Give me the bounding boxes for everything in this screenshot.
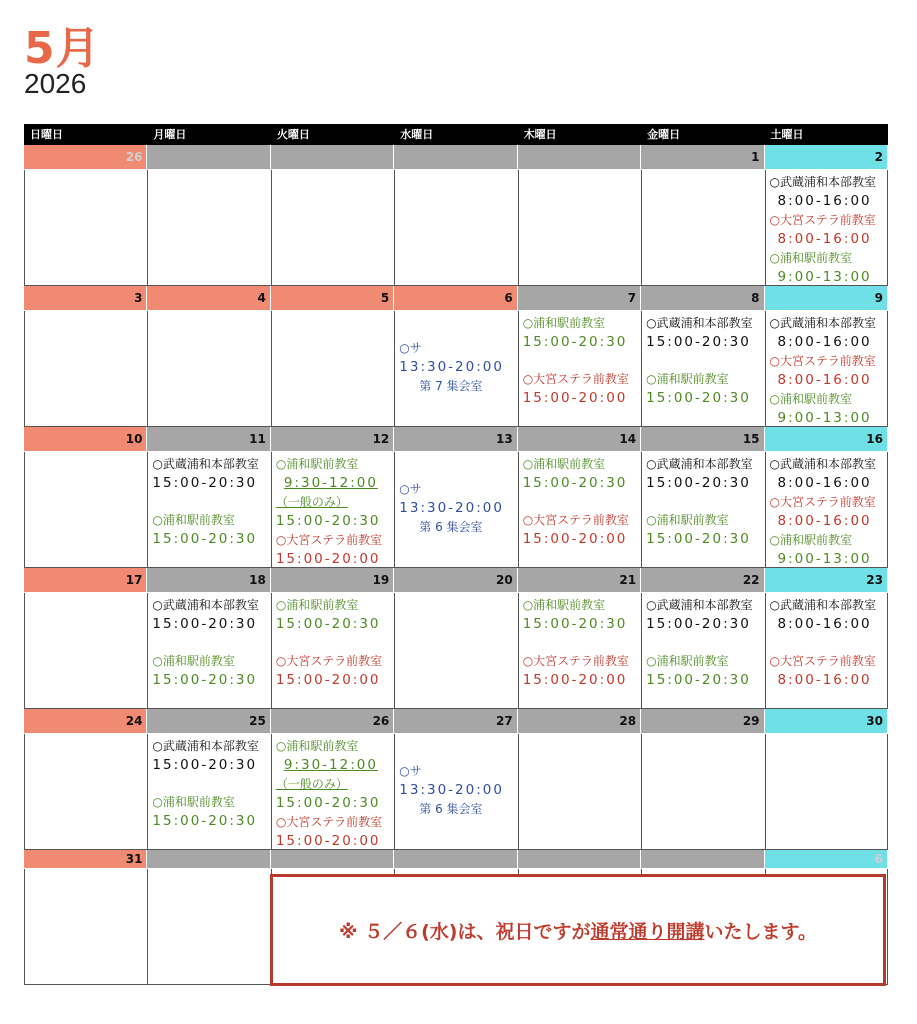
event-name: ○武蔵浦和本部教室: [769, 175, 877, 189]
day-number: 17: [24, 568, 147, 593]
year-label: 2026: [24, 68, 87, 99]
event-name: ○浦和駅前教室: [522, 316, 606, 330]
event-time: 15:00-20:00: [275, 551, 381, 567]
weekday-header: [24, 124, 888, 145]
event-time: 15:00-20:30: [152, 757, 258, 773]
day-cell[interactable]: [147, 311, 270, 427]
day-cell[interactable]: [147, 170, 270, 286]
day-number: 18: [147, 568, 270, 593]
event-time: 9:00-13:00: [777, 410, 872, 426]
day-number: 12: [271, 427, 394, 452]
event-time: 13:30-20:00: [399, 782, 504, 798]
event-time: 15:00-20:30: [152, 672, 258, 688]
event-time: 15:00-20:30: [522, 616, 628, 632]
day-cell[interactable]: [765, 170, 888, 286]
event-name: ○大宮ステラ前教室: [275, 654, 383, 668]
day-cell[interactable]: [24, 869, 147, 985]
event-time: 15:00-20:30: [275, 795, 381, 811]
day-number: 21: [518, 568, 641, 593]
event-room: 第 6 集会室: [419, 802, 483, 816]
event-name: ○浦和駅前教室: [646, 372, 729, 386]
event-time: 15:00-20:30: [646, 475, 751, 491]
weekday-wed: 水曜日: [400, 128, 434, 141]
day-number: [641, 850, 764, 869]
event-time: 15:00-20:30: [646, 390, 751, 406]
day-cell[interactable]: [147, 593, 270, 709]
day-number: 7: [518, 286, 641, 311]
day-cell[interactable]: [394, 734, 517, 850]
event-time: 8:00-16:00: [777, 193, 872, 209]
day-cell[interactable]: [641, 593, 764, 709]
day-cell[interactable]: [394, 311, 517, 427]
event-name: ○武蔵浦和本部教室: [152, 598, 259, 612]
event-note: （一般のみ）: [275, 495, 348, 509]
event-time: 15:00-20:30: [275, 513, 381, 529]
event-name: ○大宮ステラ前教室: [275, 533, 383, 547]
day-cell[interactable]: [641, 311, 764, 427]
day-cell[interactable]: [24, 170, 147, 286]
day-number: 1: [641, 145, 764, 170]
event-name: ○大宮ステラ前教室: [769, 213, 876, 227]
week-row: [24, 145, 888, 286]
event-time: 8:00-16:00: [777, 372, 872, 388]
event-name: ○武蔵浦和本部教室: [769, 316, 877, 330]
event-name: ○浦和駅前教室: [522, 457, 606, 471]
day-cell[interactable]: [394, 170, 517, 286]
weekday-sun: 日曜日: [30, 128, 63, 141]
day-number: 20: [394, 568, 517, 593]
event-name: ○浦和駅前教室: [769, 251, 853, 265]
event-name: ○大宮ステラ前教室: [769, 654, 876, 668]
day-cell[interactable]: [765, 734, 888, 850]
event-time: 9:00-13:00: [777, 551, 872, 567]
event-name: ○浦和駅前教室: [646, 654, 729, 668]
event-time: 9:00-13:00: [777, 269, 872, 285]
day-cell[interactable]: [765, 593, 888, 709]
event-name: ○サ: [399, 482, 422, 496]
event-name: ○浦和駅前教室: [522, 598, 606, 612]
day-number: 26: [271, 709, 394, 734]
event-room: 第 7 集会室: [419, 379, 483, 393]
event-time: 15:00-20:30: [646, 334, 751, 350]
weekday-tue: 火曜日: [276, 128, 310, 141]
day-number: 6: [394, 286, 517, 311]
day-number: 22: [641, 568, 764, 593]
week-row: [24, 427, 888, 568]
event-time: 15:00-20:30: [646, 672, 751, 688]
day-cell[interactable]: [641, 734, 764, 850]
day-number: [518, 850, 641, 869]
event-name: ○浦和駅前教室: [769, 392, 853, 406]
day-number: 19: [271, 568, 394, 593]
day-cell[interactable]: [641, 452, 764, 568]
day-number: 16: [765, 427, 888, 452]
event-time: 15:00-20:30: [152, 616, 258, 632]
event-name: ○武蔵浦和本部教室: [646, 598, 753, 612]
event-name: ○大宮ステラ前教室: [522, 372, 629, 386]
weekday-mon: 月曜日: [153, 128, 187, 141]
day-cell[interactable]: [271, 452, 394, 568]
day-cell[interactable]: [24, 452, 147, 568]
event-time: 13:30-20:00: [399, 359, 504, 375]
event-name: ○浦和駅前教室: [275, 457, 359, 471]
event-time: 15:00-20:00: [522, 672, 628, 688]
day-number: 13: [394, 427, 517, 452]
month-title: 5月: [24, 23, 101, 74]
event-time: 9:30-12:00: [283, 475, 378, 491]
day-number: 30: [765, 709, 888, 734]
day-cell[interactable]: [518, 170, 641, 286]
day-number: 5: [271, 286, 394, 311]
event-name: ○大宮ステラ前教室: [769, 495, 876, 509]
day-number: 23: [765, 568, 888, 593]
day-number: 28: [518, 709, 641, 734]
event-name: ○大宮ステラ前教室: [522, 654, 629, 668]
day-cell[interactable]: [147, 869, 270, 985]
notice-emphasis: 通常通り開講: [590, 920, 705, 943]
event-name: ○サ: [399, 764, 422, 778]
day-number: 3: [24, 286, 147, 311]
day-number: 29: [641, 709, 764, 734]
day-cell[interactable]: [518, 452, 641, 568]
calendar: [24, 124, 888, 985]
weekday-sat: 土曜日: [770, 128, 804, 141]
day-number: 24: [24, 709, 147, 734]
notice-prefix: ※ ５／６(水)は、祝日ですが: [339, 920, 591, 943]
day-cell[interactable]: [394, 593, 517, 709]
day-cell[interactable]: [24, 734, 147, 850]
day-number: 31: [24, 850, 147, 869]
day-cell[interactable]: [518, 734, 641, 850]
day-number: 6: [765, 850, 888, 869]
day-cell[interactable]: [394, 452, 517, 568]
event-time: 8:00-16:00: [777, 672, 872, 688]
day-number: 9: [765, 286, 888, 311]
week-row: [24, 709, 888, 850]
day-cell[interactable]: [518, 593, 641, 709]
event-time: 9:30-12:00: [283, 757, 378, 773]
day-number: 14: [518, 427, 641, 452]
event-time: 8:00-16:00: [777, 334, 872, 350]
day-cell[interactable]: [271, 311, 394, 427]
day-number: 25: [147, 709, 270, 734]
event-time: 8:00-16:00: [777, 475, 872, 491]
event-name: ○武蔵浦和本部教室: [769, 598, 877, 612]
event-name: ○武蔵浦和本部教室: [769, 457, 877, 471]
day-number: 10: [24, 427, 147, 452]
event-time: 15:00-20:00: [275, 672, 381, 688]
day-number: [394, 145, 517, 170]
day-number: 2: [765, 145, 888, 170]
event-time: 8:00-16:00: [777, 616, 872, 632]
day-cell[interactable]: [24, 593, 147, 709]
weekday-thu: 木曜日: [523, 128, 557, 141]
day-number: 27: [394, 709, 517, 734]
day-cell[interactable]: [147, 452, 270, 568]
event-name: ○浦和駅前教室: [275, 739, 359, 753]
event-name: ○武蔵浦和本部教室: [152, 457, 259, 471]
event-time: 15:00-20:30: [646, 616, 751, 632]
event-name: ○浦和駅前教室: [769, 533, 853, 547]
day-number: [518, 145, 641, 170]
event-name: ○浦和駅前教室: [152, 654, 235, 668]
event-time: 15:00-20:00: [522, 390, 628, 406]
event-time: 15:00-20:30: [522, 334, 628, 350]
day-number: [394, 850, 517, 869]
event-note: （一般のみ）: [275, 777, 348, 791]
day-cell[interactable]: [765, 311, 888, 427]
day-number: [271, 850, 394, 869]
day-number: 8: [641, 286, 764, 311]
day-cell[interactable]: [765, 452, 888, 568]
event-name: ○武蔵浦和本部教室: [646, 316, 753, 330]
event-name: ○大宮ステラ前教室: [275, 815, 383, 829]
weekday-fri: 金曜日: [647, 128, 681, 141]
event-time: 15:00-20:00: [522, 531, 628, 547]
event-name: ○武蔵浦和本部教室: [646, 457, 753, 471]
event-time: 15:00-20:00: [275, 833, 381, 849]
notice-suffix: いたします。: [704, 920, 817, 943]
event-time: 15:00-20:30: [152, 813, 258, 829]
day-cell[interactable]: [24, 311, 147, 427]
event-time: 8:00-16:00: [777, 513, 872, 529]
event-name: ○武蔵浦和本部教室: [152, 739, 259, 753]
event-name: ○大宮ステラ前教室: [769, 354, 876, 368]
day-cell[interactable]: [271, 734, 394, 850]
day-number: [147, 145, 270, 170]
day-number: [271, 145, 394, 170]
event-name: ○大宮ステラ前教室: [522, 513, 629, 527]
holiday-notice: [270, 874, 886, 986]
event-name: ○浦和駅前教室: [275, 598, 359, 612]
day-number: 15: [641, 427, 764, 452]
day-number: 26: [24, 145, 147, 170]
event-name: ○浦和駅前教室: [152, 513, 235, 527]
day-number: [147, 850, 270, 869]
event-room: 第 6 集会室: [419, 520, 483, 534]
event-name: ○浦和駅前教室: [646, 513, 729, 527]
day-number: 4: [147, 286, 270, 311]
day-cell[interactable]: [518, 311, 641, 427]
event-name: ○浦和駅前教室: [152, 795, 235, 809]
event-time: 13:30-20:00: [399, 500, 504, 516]
day-cell[interactable]: [271, 593, 394, 709]
week-row: [24, 568, 888, 709]
day-cell[interactable]: [271, 170, 394, 286]
day-number: 11: [147, 427, 270, 452]
event-time: 8:00-16:00: [777, 231, 872, 247]
day-cell[interactable]: [147, 734, 270, 850]
day-cell[interactable]: [641, 170, 764, 286]
event-time: 15:00-20:30: [152, 475, 258, 491]
week-row: [24, 286, 888, 427]
event-time: 15:00-20:30: [646, 531, 751, 547]
event-time: 15:00-20:30: [275, 616, 381, 632]
event-name: ○サ: [399, 341, 422, 355]
event-time: 15:00-20:30: [152, 531, 258, 547]
event-time: 15:00-20:30: [522, 475, 628, 491]
